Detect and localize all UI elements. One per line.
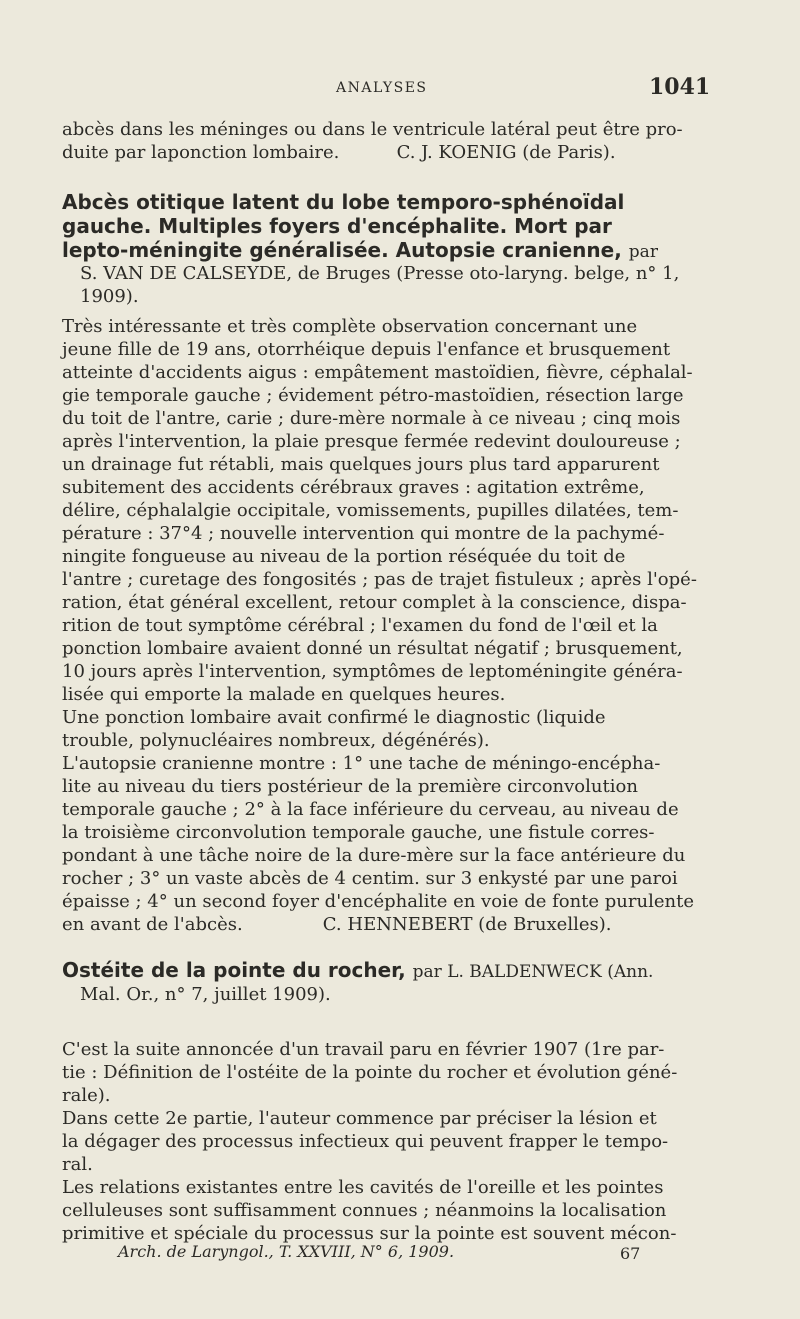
text-line: Une ponction lombaire avait confirmé le diagnostic (liquide bbox=[62, 707, 606, 728]
text-line: Dans cette 2e partie, l'auteur commence par préciser la lésion et bbox=[62, 1108, 657, 1129]
byline-line: S. VAN DE CALSEYDE, de Bruges (Presse oto-laryng. belge, n° 1, bbox=[80, 263, 680, 284]
article-body bbox=[62, 315, 698, 936]
text-line: ration, état général excellent, retour complet à la conscience, dispa- bbox=[62, 592, 687, 613]
text-line: épaisse ; 4° un second foyer d'encéphalite en voie de fonte purulente bbox=[62, 891, 694, 912]
text-line: celluleuses sont suffisamment connues ; néanmoins la localisation bbox=[62, 1200, 667, 1221]
byline-line: 1909). bbox=[80, 286, 139, 307]
text-line: l'antre ; curetage des fongosités ; pas de trajet fistuleux ; après l'opé- bbox=[62, 569, 697, 590]
text-line: du toit de l'antre, carie ; dure-mère normale à ce niveau ; cinq mois bbox=[62, 408, 681, 429]
running-header: ANALYSES bbox=[336, 80, 428, 96]
text-line: un drainage fut rétabli, mais quelques jours plus tard apparurent bbox=[62, 454, 660, 475]
text-line: délire, céphalalgie occipitale, vomissements, pupilles dilatées, tem- bbox=[62, 500, 679, 521]
sheet-number: 67 bbox=[620, 1244, 641, 1263]
text-line: lite au niveau du tiers postérieur de la première circonvolution bbox=[62, 776, 638, 797]
article-byline bbox=[80, 262, 700, 308]
title-line: gauche. Multiples foyers d'encéphalite. Mort par bbox=[62, 214, 612, 238]
text-line: rition de tout symptôme cérébral ; l'examen du fond de l'œil et la bbox=[62, 615, 658, 636]
text-line: lisée qui emporte la malade en quelques heures. bbox=[62, 684, 506, 705]
journal-footer: Arch. de Laryngol., T. XXVIII, N° 6, 1909. bbox=[118, 1242, 455, 1261]
text-line: jeune fille de 19 ans, otorrhéique depuis l'enfance et brusquement bbox=[62, 339, 671, 360]
title-line: lepto-méningite généralisée. Autopsie cranienne, bbox=[62, 238, 622, 262]
page-number: 1041 bbox=[649, 74, 711, 100]
text-line: Les relations existantes entre les cavités de l'oreille et les pointes bbox=[62, 1177, 664, 1198]
text-line: rale). bbox=[62, 1085, 111, 1106]
paragraph-continuation bbox=[62, 118, 698, 164]
text-line: duite par laponction lombaire. C. J. KOENIG (de Paris). bbox=[62, 142, 616, 163]
byline: par L. BALDENWECK (Ann. bbox=[412, 962, 654, 982]
text-line: gie temporale gauche ; évidement pétro-mastoïdien, résection large bbox=[62, 385, 684, 406]
text-line: ningite fongueuse au niveau de la portion réséquée du toit de bbox=[62, 546, 626, 567]
text-line: la troisième circonvolution temporale gauche, une fistule corres- bbox=[62, 822, 655, 843]
text-line: primitive et spéciale du processus sur la pointe est souvent mécon- bbox=[62, 1223, 677, 1244]
text-line: tie : Définition de l'ostéite de la pointe du rocher et évolution géné- bbox=[62, 1062, 678, 1083]
text-line: L'autopsie cranienne montre : 1° une tache de méningo-encépha- bbox=[62, 753, 661, 774]
text-line: Très intéressante et très complète observation concernant une bbox=[62, 316, 638, 337]
article2-title bbox=[62, 958, 702, 984]
title-line: Abcès otitique latent du lobe temporo-sphénoïdal bbox=[62, 190, 625, 214]
text-line: rocher ; 3° un vaste abcès de 4 centim. sur 3 enkysté par une paroi bbox=[62, 868, 678, 889]
text-line: ponction lombaire avaient donné un résultat négatif ; brusquement, bbox=[62, 638, 683, 659]
text-line: ral. bbox=[62, 1154, 93, 1175]
text-line: la dégager des processus infectieux qui peuvent frapper le tempo- bbox=[62, 1131, 669, 1152]
title-by: par bbox=[628, 242, 658, 262]
article-title bbox=[62, 190, 702, 264]
text-line: en avant de l'abcès. C. HENNEBERT (de Bruxelles). bbox=[62, 914, 612, 935]
text-line: après l'intervention, la plaie presque fermée redevint douloureuse ; bbox=[62, 431, 681, 452]
text-line: pondant à une tâche noire de la dure-mère sur la face antérieure du bbox=[62, 845, 686, 866]
text-line: pérature : 37°4 ; nouvelle intervention qui montre de la pachymé- bbox=[62, 523, 665, 544]
text-line: atteinte d'accidents aigus : empâtement mastoïdien, fièvre, céphalal- bbox=[62, 362, 693, 383]
title-line: Ostéite de la pointe du rocher, bbox=[62, 958, 406, 982]
text-line: trouble, polynucléaires nombreux, dégénérés). bbox=[62, 730, 490, 751]
article2-byline-cont: Mal. Or., n° 7, juillet 1909). bbox=[80, 984, 331, 1005]
text-line: 10 jours après l'intervention, symptômes de leptoméningite généra- bbox=[62, 661, 683, 682]
text-line: abcès dans les méninges ou dans le ventricule latéral peut être pro- bbox=[62, 119, 683, 140]
text-line: subitement des accidents cérébraux graves : agitation extrême, bbox=[62, 477, 645, 498]
text-line: temporale gauche ; 2° à la face inférieure du cerveau, au niveau de bbox=[62, 799, 679, 820]
title-line-with-by bbox=[62, 238, 702, 264]
article2-body bbox=[62, 1038, 698, 1245]
text-line: C'est la suite annoncée d'un travail paru en février 1907 (1re par- bbox=[62, 1039, 665, 1060]
